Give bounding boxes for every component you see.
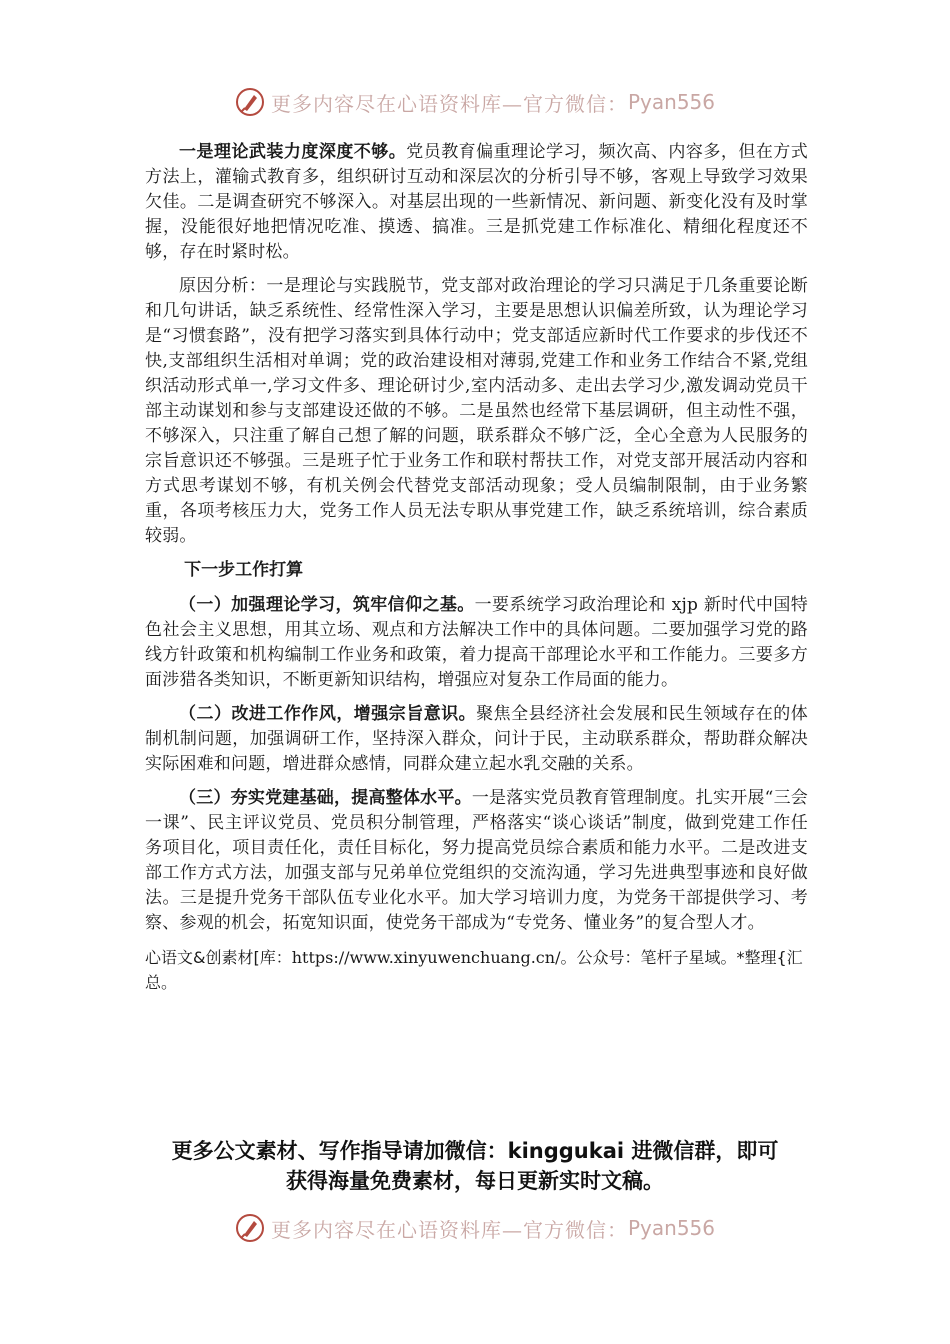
source-footnote	[145, 945, 808, 995]
plan-lead: （二）改进工作作风，增强宗旨意识。	[179, 704, 477, 724]
plan-lead: （一）加强理论学习，筑牢信仰之基。	[179, 595, 475, 615]
banner-handle: Pyan556	[627, 1216, 715, 1240]
plan-body: 一要系统学习政治理论和 xjp 新时代中国特色社会主义思想，用其立场、观点和方法解决工作中的具体问题。二要加强学习党的路线方针政策和机构编制工作业务和政策，着力提高干部理论水平和工作能力。三要多方面涉猎各类知识，不断更新知识结构，增强应对复杂工作局面的能力。	[145, 595, 808, 690]
promo-line-2: 获得海量免费素材，每日更新实时文稿。	[286, 1169, 664, 1193]
footnote-suffix: 。公众号：笔杆子星域。*整理{汇总。	[145, 948, 803, 992]
footer-banner	[0, 1208, 950, 1248]
document-body	[145, 140, 808, 995]
plan-lead: （三）夯实党建基础，提高整体水平。	[179, 788, 472, 808]
plan-body: 聚焦全县经济社会发展和民生领域存在的体制机制问题，加强调研工作，坚持深入群众，问计于民，主动联系群众，帮助群众解决实际困难和问题，增进群众感情，同群众建立起水乳交融的关系。	[145, 704, 808, 774]
banner-text: 更多内容尽在心语资料库—官方微信：	[270, 91, 628, 116]
plan-body: 一是落实党员教育管理制度。扎实开展“三会一课”、民主评议党员、党员积分制管理，严格落实“谈心谈话”制度，做到党建工作任务项目化，项目责任化，责任目标化，努力提高党员综合素质和能力水平。二是改进支部工作方式方法，加强支部与兄弟单位党组织的交流沟通，学习先进典型事迹和良好做法。三是提升党务干部队伍专业化水平。加大学习培训力度，为党务干部提供学习、考察、参观的机会，拓宽知识面，使党务干部成为“专党务、懂业务”的复合型人才。	[145, 788, 808, 933]
promo-line-1: 更多公文素材、写作指导请加微信：kinggukai 进微信群，即可	[171, 1139, 779, 1163]
plan-item-3	[145, 786, 808, 936]
paragraph-problems	[145, 140, 808, 265]
footnote-prefix: 心语文&创素材[库：	[145, 948, 292, 967]
promo-block	[140, 1136, 810, 1196]
banner-handle: Pyan556	[627, 90, 715, 114]
paragraph-body: 党员教育偏重理论学习，频次高、内容多，但在方式方法上，灌输式教育多，组织研讨互动和深层次的分析引导不够，客观上导致学习效果欠佳。二是调查研究不够深入。对基层出现的一些新情况、新问题、新变化没有及时掌握，没能很好地把情况吃准、摸透、搞准。三是抓党建工作标准化、精细化程度还不够，存在时紧时松。	[145, 142, 808, 262]
pen-nib-logo-icon	[235, 1213, 265, 1243]
paragraph-lead: 一是理论武装力度深度不够。	[179, 142, 407, 162]
plan-item-1	[145, 593, 808, 693]
footnote-url[interactable]: https://www.xinyuwenchuang.cn/	[291, 948, 561, 967]
paragraph-cause-analysis	[145, 274, 808, 549]
section-heading: 下一步工作打算	[184, 560, 304, 580]
header-banner	[0, 82, 950, 122]
pen-nib-logo-icon	[235, 87, 265, 117]
paragraph-body: 原因分析：一是理论与实践脱节，党支部对政治理论的学习只满足于几条重要论断和几句讲话，缺乏系统性、经常性深入学习，主要是思想认识偏差所致，认为理论学习是“习惯套路”，没有把学习落实到具体行动中；党支部适应新时代工作要求的步伐还不快,支部组织生活相对单调；党的政治建设相对薄弱,党建工作和业务工作结合不紧,党组织活动形式单一,学习文件多、理论研讨少,室内活动多、走出去学习少,激发调动党员干部主动谋划和参与支部建设还做的不够。二是虽然也经常下基层调研，但主动性不强，不够深入，只注重了解自己想了解的问题，联系群众不够广泛，全心全意为人民服务的宗旨意识还不够强。三是班子忙于业务工作和联村帮扶工作，对党支部开展活动内容和方式思考谋划不够，有机关例会代替党支部活动现象；受人员编制限制，由于业务繁重，各项考核压力大，党务工作人员无法专职从事党建工作，缺乏系统培训，综合素质较弱。	[145, 276, 808, 546]
plan-item-2	[145, 702, 808, 777]
banner-text: 更多内容尽在心语资料库—官方微信：	[270, 1217, 628, 1242]
